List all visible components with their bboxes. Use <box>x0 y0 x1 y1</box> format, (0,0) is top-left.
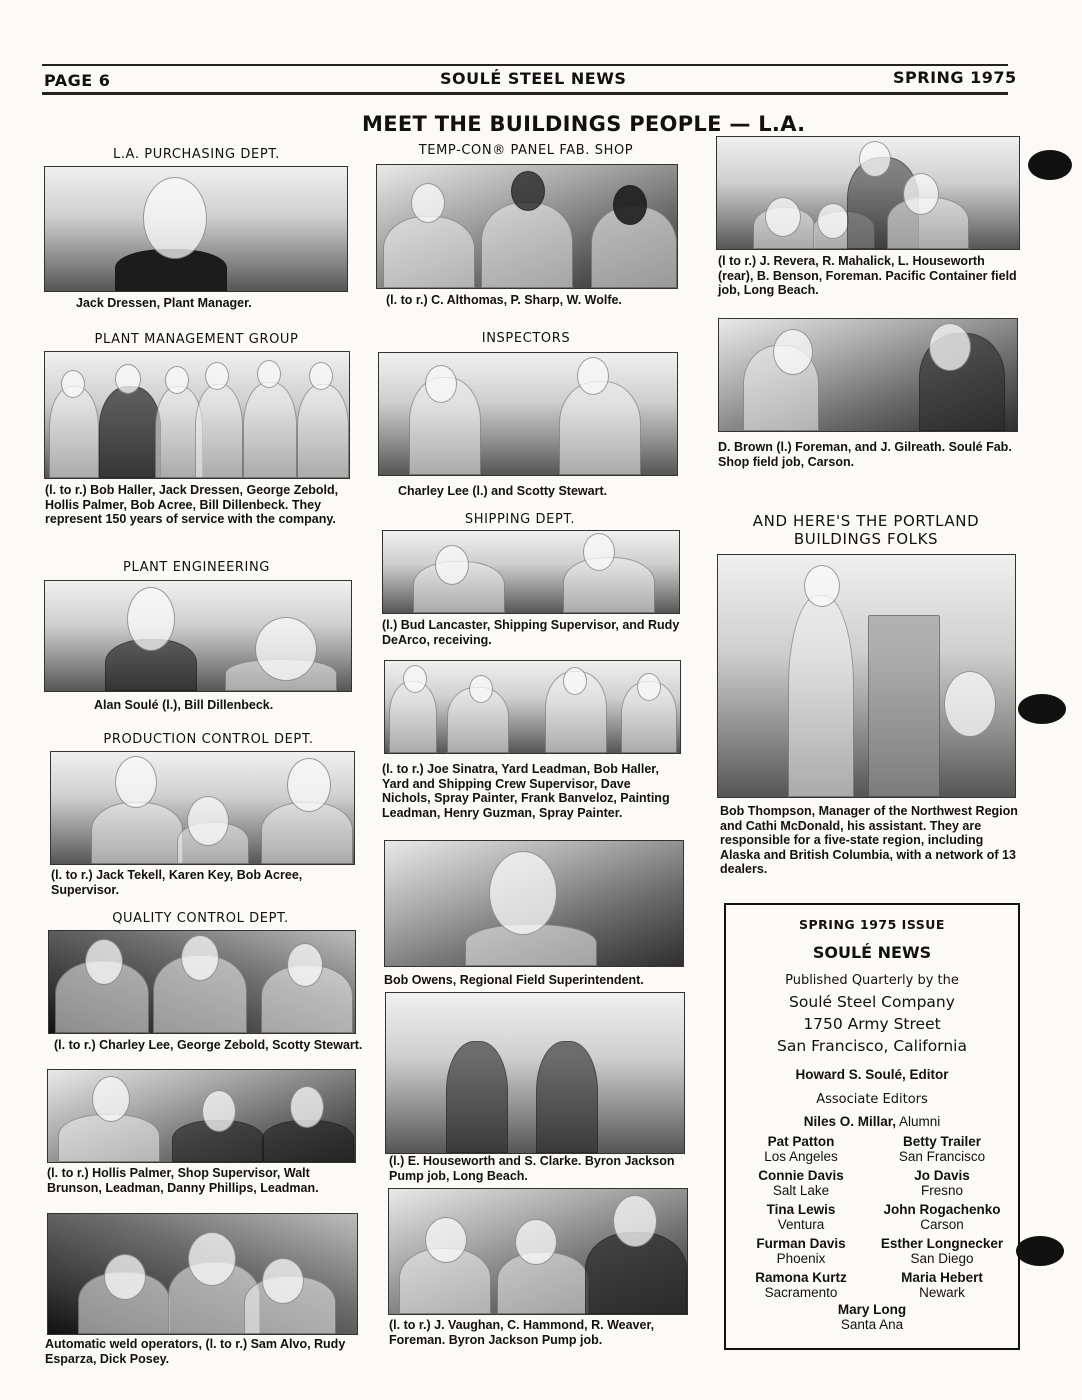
photo-inspectors <box>378 352 678 476</box>
photo-shipping-dept <box>382 530 680 614</box>
editor-entry: Pat Patton Los Angeles <box>764 1134 838 1164</box>
header-bottom-rule <box>42 92 1008 95</box>
masthead-company: Soulé Steel Company <box>789 993 955 1011</box>
caption-shipping: (l.) Bud Lancaster, Shipping Supervisor, and Rudy DeArco, receiving. <box>382 618 680 647</box>
section-heading-quality-control: QUALITY CONTROL DEPT. <box>112 911 289 926</box>
caption-plant-engineering: Alan Soulé (l.), Bill Dillenbeck. <box>94 698 274 712</box>
photo-weld-operators <box>47 1213 358 1335</box>
section-heading-plant-management: PLANT MANAGEMENT GROUP <box>94 332 299 347</box>
issue-date: SPRING 1975 <box>893 68 1017 87</box>
page-number: PAGE 6 <box>44 71 111 90</box>
masthead-associate-editors: Associate Editors <box>816 1092 928 1107</box>
header-top-rule <box>42 64 1008 66</box>
caption-plant-management: (l. to r.) Bob Haller, Jack Dressen, George Zebold, Hollis Palmer, Bob Acree, Bill Dillenbeck. They represent 150 years of service with the company. <box>45 483 339 526</box>
photo-pacific-container-job <box>716 136 1020 250</box>
photo-carson-field-job <box>718 318 1018 432</box>
section-heading-plant-engineering: PLANT ENGINEERING <box>123 560 270 575</box>
section-heading-purchasing: L.A. PURCHASING DEPT. <box>112 147 280 162</box>
caption-pacific-container-job: (l to r.) J. Revera, R. Mahalick, L. Houseworth (rear), B. Benson, Foreman. Pacific Container field job, Long Beach. <box>718 254 1017 297</box>
photo-jack-dressen <box>44 166 348 292</box>
editor-entry: Mary Long Santa Ana <box>837 1302 907 1332</box>
photo-plant-management-group <box>44 351 350 479</box>
caption-temp-con: (l. to r.) C. Althomas, P. Sharp, W. Wolfe. <box>386 293 622 307</box>
masthead-street: 1750 Army Street <box>803 1015 941 1033</box>
editor-entry: Ramona Kurtz Sacramento <box>755 1270 847 1300</box>
photo-production-control <box>50 751 355 865</box>
photo-shop-supervisors <box>47 1069 356 1163</box>
editor-entry: John Rogachenko Carson <box>883 1202 1001 1232</box>
caption-quality-control: (l. to r.) Charley Lee, George Zebold, Scotty Stewart. <box>54 1038 363 1052</box>
caption-bob-owens: Bob Owens, Regional Field Superintendent. <box>384 973 644 987</box>
photo-temp-con-panel-shop <box>376 164 678 289</box>
caption-inspectors: Charley Lee (l.) and Scotty Stewart. <box>398 484 608 498</box>
masthead-editor: Howard S. Soulé, Editor <box>795 1067 949 1082</box>
caption-carson-field-job: D. Brown (l.) Foreman, and J. Gilreath. Soulé Fab. Shop field job, Carson. <box>718 440 1012 469</box>
newspaper-name: SOULÉ STEEL NEWS <box>440 69 627 88</box>
editor-entry: Connie Davis Salt Lake <box>758 1168 844 1198</box>
section-heading-temp-con: TEMP-CON® PANEL FAB. SHOP <box>418 143 634 158</box>
masthead-city: San Francisco, California <box>777 1037 967 1055</box>
masthead-published: Published Quarterly by the <box>785 973 959 988</box>
editor-entry: Maria Hebert Newark <box>901 1270 983 1300</box>
alumni-editor-place: Alumni <box>899 1114 941 1129</box>
caption-yard-crew: (l. to r.) Joe Sinatra, Yard Leadman, Bob Haller, Yard and Shipping Crew Supervisor, Dave Nichols, Spray Painter, Frank Banveloz, Painting Leadman, Henry Guzman, Spray Painter. <box>382 762 670 820</box>
photo-pump-job <box>385 992 685 1154</box>
masthead-issue: SPRING 1975 ISSUE <box>799 917 945 932</box>
editor-entry: Tina Lewis Ventura <box>766 1202 836 1232</box>
binder-hole-top <box>1028 150 1072 180</box>
photo-bob-owens <box>384 840 684 967</box>
page-title: MEET THE BUILDINGS PEOPLE — L.A. <box>362 112 806 136</box>
caption-shop-supervisors: (l. to r.) Hollis Palmer, Shop Supervisor, Walt Brunson, Leadman, Danny Phillips, Leadman. <box>47 1166 319 1195</box>
photo-quality-control <box>48 930 356 1034</box>
photo-vaughan-crew <box>388 1188 688 1315</box>
caption-vaughan-crew: (l. to r.) J. Vaughan, C. Hammond, R. Weaver, Foreman. Byron Jackson Pump job. <box>389 1318 655 1347</box>
editor-entry: Furman Davis Phoenix <box>756 1236 846 1266</box>
section-heading-inspectors: INSPECTORS <box>481 331 571 346</box>
section-heading-portland: AND HERE'S THE PORTLAND BUILDINGS FOLKS <box>752 512 980 548</box>
editor-entry: Betty Trailer San Francisco <box>898 1134 986 1164</box>
alumni-editor-name: Niles O. Millar, <box>803 1114 896 1129</box>
binder-hole-bottom <box>1016 1236 1064 1266</box>
photo-plant-engineering <box>44 580 352 692</box>
caption-portland-office: Bob Thompson, Manager of the Northwest Region and Cathi McDonald, his assistant. They are responsible for a five-state region, including Alaska and British Columbia, with a network of 13 dealers. <box>720 804 1018 876</box>
editor-entry: Esther Longnecker San Diego <box>880 1236 1004 1266</box>
masthead-box <box>724 903 1020 1350</box>
caption-pump-job: (l.) E. Houseworth and S. Clarke. Byron Jackson Pump job, Long Beach. <box>389 1154 675 1183</box>
binder-hole-middle <box>1018 694 1066 724</box>
section-heading-shipping: SHIPPING DEPT. <box>464 512 576 527</box>
section-heading-production-control: PRODUCTION CONTROL DEPT. <box>103 732 314 747</box>
masthead-name: SOULÉ NEWS <box>812 943 932 962</box>
caption-jack-dressen: Jack Dressen, Plant Manager. <box>76 296 252 310</box>
editor-entry: Jo Davis Fresno <box>914 1168 970 1198</box>
masthead-alumni <box>726 1114 1018 1129</box>
caption-weld-operators: Automatic weld operators, (l. to r.) Sam Alvo, Rudy Esparza, Dick Posey. <box>45 1337 346 1366</box>
photo-portland-office <box>717 554 1016 798</box>
caption-production-control: (l. to r.) Jack Tekell, Karen Key, Bob Acree, Supervisor. <box>51 868 303 897</box>
photo-yard-crew <box>384 660 681 754</box>
